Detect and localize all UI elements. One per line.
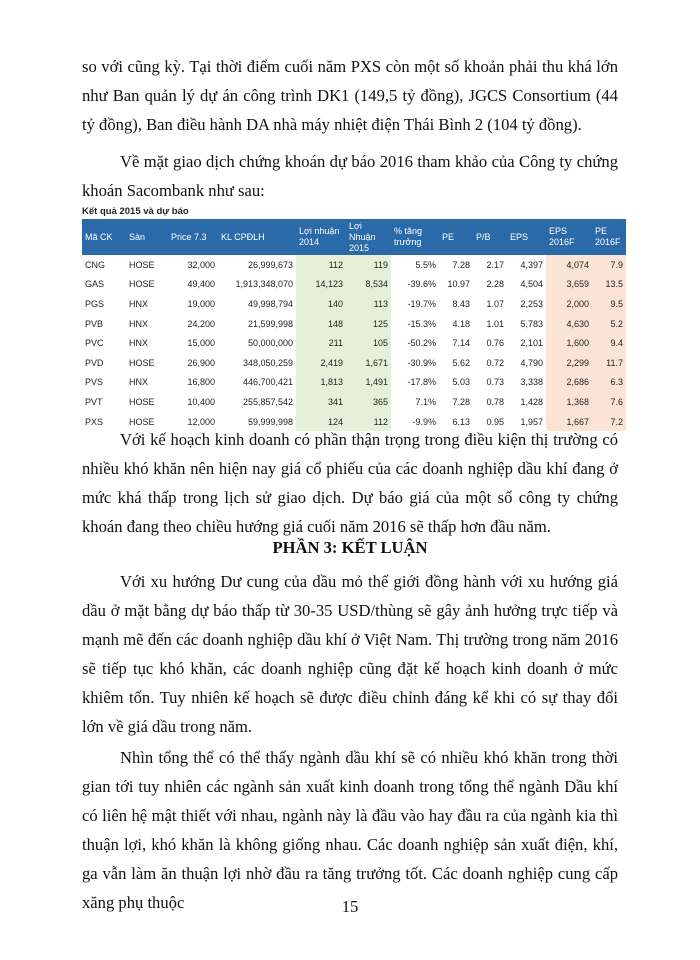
table-cell: 1,813 (296, 373, 346, 393)
table-cell: 5.03 (452, 377, 470, 388)
table-row (82, 275, 626, 295)
header-tang-truong: % tăng trưởng (391, 219, 439, 255)
table-cell: 7.9 (592, 255, 626, 275)
table-row (82, 353, 626, 373)
table-cell: HOSE (129, 416, 155, 427)
table-cell: 16,800 (187, 377, 215, 388)
paragraph-2: Về mặt giao dịch chứng khoán dự báo 2016 tham khảo của Công ty chứng khoán Sacombank như sau: (82, 152, 618, 200)
header-loi-nhuan-2014: Lợi nhuận 2014 (296, 219, 346, 255)
paragraph-3: Với kế hoạch kinh doanh có phần thận trọng trong điều kiện thị trường có nhiều khó khăn nên hiện nay giá cổ phiếu của các doanh nghiệp dầu khí đang ở mức khá thấp trong lịch sử giao dịch. Dự báo giá của một số công ty chứng khoán đang theo chiều hướng giá cuối năm 2016 sẽ thấp hơn đầu năm. (82, 430, 618, 536)
table-cell: 8.43 (452, 298, 470, 309)
table-cell: PVC (85, 338, 104, 349)
paragraph-5: Nhìn tổng thể có thể thấy ngành dầu khí sẽ có nhiều khó khăn trong thời gian tới tuy nhiên các ngành sản xuất kinh doanh trong tổng thể ngành Dầu khí có liên hệ mật thiết với nhau, ngành này là đầu vào hay đầu ra của ngành kia thì thuận lợi, khó khăn là không giống nhau. Các doanh nghiệp sản xuất điện, khí, ga vẫn làm ăn thuận lợi nhờ đầu ra tăng trưởng tốt. Các doanh nghiệp cung cấp xăng phụ thuộc (82, 748, 618, 912)
table-cell: 0.95 (486, 416, 504, 427)
table-cell: 5.62 (452, 357, 470, 368)
table-cell: 2,299 (546, 353, 592, 373)
table-cell: -50.2% (407, 338, 436, 349)
table-cell: 148 (296, 314, 346, 334)
table-cell: 0.78 (486, 396, 504, 407)
table-cell: HOSE (129, 259, 155, 270)
header-ma-ck: Mã CK (82, 219, 126, 255)
table-cell: 2,686 (546, 373, 592, 393)
table-cell: PVB (85, 318, 104, 329)
table-cell: 365 (346, 392, 391, 412)
table-row (82, 314, 626, 334)
table-cell: 5,783 (520, 318, 543, 329)
table-cell: 26,900 (187, 357, 215, 368)
header-eps: EPS (507, 219, 546, 255)
table-cell: 113 (346, 294, 391, 314)
table-cell: 10.97 (447, 279, 470, 290)
table-cell: 13.5 (592, 275, 626, 295)
header-pe: PE (439, 219, 473, 255)
table-cell: 7.6 (592, 392, 626, 412)
table-cell: 2.28 (486, 279, 504, 290)
table-cell: 9.5 (592, 294, 626, 314)
table-cell: -39.6% (407, 279, 436, 290)
table-cell: 2,419 (296, 353, 346, 373)
stock-forecast-table (82, 219, 626, 431)
table-cell: HNX (129, 377, 149, 388)
table-cell: 8,534 (346, 275, 391, 295)
paragraph-4: Với xu hướng Dư cung của dầu mỏ thế giới đồng hành với xu hướng giá dầu ở mặt bằng dự báo thấp từ 30-35 USD/thùng sẽ gây ảnh hưởng trực tiếp và mạnh mẽ đến các doanh nghiệp dầu khí ở Việt Nam. Thị trường trong năm 2016 sẽ tiếp tục khó khăn, các doanh nghiệp cũng đặt kế hoạch kinh doanh ở mức khiêm tốn. Tuy nhiên kế hoạch sẽ được điều chỉnh đáng kể khi có sự thay đổi lớn về giá dầu trong năm. (82, 572, 618, 736)
table-cell: -17.8% (407, 377, 436, 388)
table-cell: 7.28 (452, 259, 470, 270)
header-eps-2016f: EPS 2016F (546, 219, 592, 255)
table-cell: 124 (296, 412, 346, 432)
table-cell: 49,998,794 (247, 298, 293, 309)
table-cell: 1,600 (546, 333, 592, 353)
table-cell: 59,999,998 (247, 416, 293, 427)
table-cell: 1,368 (546, 392, 592, 412)
table-cell: HOSE (129, 396, 155, 407)
table-cell: 7.2 (592, 412, 626, 432)
table-cell: 255,857,542 (242, 396, 293, 407)
table-cell: CNG (85, 259, 105, 270)
table-cell: 4,074 (546, 255, 592, 275)
table-cell: 0.73 (486, 377, 504, 388)
table-cell: 7.28 (452, 396, 470, 407)
table-cell: HNX (129, 338, 149, 349)
table-cell: 5.5% (415, 259, 436, 270)
table-cell: 125 (346, 314, 391, 334)
table-header-row (82, 219, 626, 255)
table-cell: 341 (296, 392, 346, 412)
table-row (82, 294, 626, 314)
table-cell: 112 (346, 412, 391, 432)
table-cell: 4,397 (520, 259, 543, 270)
header-loi-nhuan-2015: Lợi Nhuận 2015 (346, 219, 391, 255)
table-cell: 0.76 (486, 338, 504, 349)
table-cell: 119 (346, 255, 391, 275)
table-cell: 1,913,348,070 (235, 279, 293, 290)
table-cell: 50,000,000 (247, 338, 293, 349)
table-cell: 1,671 (346, 353, 391, 373)
header-price: Price 7.3 (168, 219, 218, 255)
table-cell: 7.1% (415, 396, 436, 407)
table-cell: 446,700,421 (242, 377, 293, 388)
page-number: 15 (341, 897, 359, 916)
table-cell: HOSE (129, 279, 155, 290)
table-cell: 2,000 (546, 294, 592, 314)
table-cell: 2,253 (520, 298, 543, 309)
table-cell: 6.13 (452, 416, 470, 427)
table-cell: GAS (85, 279, 105, 290)
table-cell: PGS (85, 298, 105, 309)
table-cell: 11.7 (592, 353, 626, 373)
table-cell: 1,667 (546, 412, 592, 432)
table-cell: 49,400 (187, 279, 215, 290)
table-cell: 9.4 (592, 333, 626, 353)
table-cell: 1,957 (520, 416, 543, 427)
section-heading: PHẦN 3: KẾT LUẬN (272, 538, 428, 557)
table-caption: Kết quả 2015 và dự báo (82, 206, 189, 217)
table-cell: -19.7% (407, 298, 436, 309)
table-cell: 4.18 (452, 318, 470, 329)
table-cell: 5.2 (592, 314, 626, 334)
table-cell: -15.3% (407, 318, 436, 329)
table-cell: 2.17 (486, 259, 504, 270)
table-cell: 10,400 (187, 396, 215, 407)
header-pe-2016f: PE 2016F (592, 219, 626, 255)
table-cell: 2,101 (520, 338, 543, 349)
table-cell: HNX (129, 298, 149, 309)
table-cell: 12,000 (187, 416, 215, 427)
table-cell: 21,599,998 (247, 318, 293, 329)
table-cell: 15,000 (187, 338, 215, 349)
table-cell: 3,659 (546, 275, 592, 295)
table-cell: 140 (296, 294, 346, 314)
table-cell: 1,428 (520, 396, 543, 407)
table-cell: 1.01 (486, 318, 504, 329)
table-cell: 4,630 (546, 314, 592, 334)
header-san: Sàn (126, 219, 168, 255)
table-cell: 24,200 (187, 318, 215, 329)
header-kl-cpdlh: KL CPĐLH (218, 219, 296, 255)
table-row (82, 333, 626, 353)
table-cell: 1,491 (346, 373, 391, 393)
table-row (82, 255, 626, 275)
table-cell: 32,000 (187, 259, 215, 270)
table-row (82, 392, 626, 412)
table-cell: PVD (85, 357, 104, 368)
table-cell: HOSE (129, 357, 155, 368)
table-cell: 1.07 (486, 298, 504, 309)
table-cell: 3,338 (520, 377, 543, 388)
table-cell: 14,123 (296, 275, 346, 295)
table-cell: PXS (85, 416, 104, 427)
table-cell: 211 (296, 333, 346, 353)
table-cell: 348,050,259 (242, 357, 293, 368)
table-cell: PVS (85, 377, 104, 388)
table-row (82, 373, 626, 393)
table-cell: 4,504 (520, 279, 543, 290)
table-cell: 6.3 (592, 373, 626, 393)
table-cell: 4,790 (520, 357, 543, 368)
header-pb: P/B (473, 219, 507, 255)
table-cell: 7.14 (452, 338, 470, 349)
table-cell: 105 (346, 333, 391, 353)
paragraph-1: so với cũng kỳ. Tại thời điểm cuối năm PXS còn một số khoản phải thu khá lớn như Ban quản lý dự án công trình DK1 (149,5 tỷ đồng), JGCS Consortium (44 tỷ đồng), Ban điều hành DA nhà máy nhiệt điện Thái Bình 2 (104 tỷ đồng). (82, 57, 618, 134)
table-cell: 19,000 (187, 298, 215, 309)
table-cell: 26,999,673 (247, 259, 293, 270)
table-cell: -9.9% (412, 416, 436, 427)
table-cell: 0.72 (486, 357, 504, 368)
table-cell: -30.9% (407, 357, 436, 368)
table-cell: HNX (129, 318, 149, 329)
table-cell: PVT (85, 396, 103, 407)
table-cell: 112 (296, 255, 346, 275)
